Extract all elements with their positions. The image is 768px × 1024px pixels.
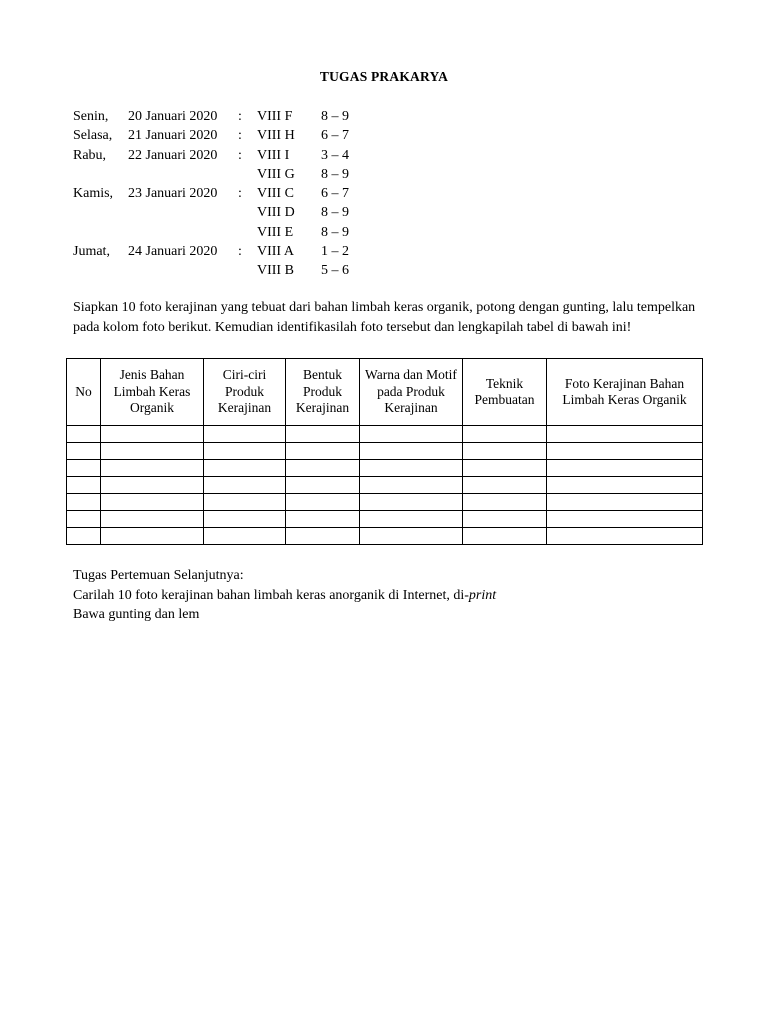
table-cell	[286, 528, 360, 545]
schedule-colon: :	[238, 244, 242, 260]
table-row	[67, 511, 703, 528]
schedule-day: Senin,	[73, 109, 109, 124]
table-cell	[463, 528, 547, 545]
schedule-hours: 8 – 9	[321, 205, 349, 221]
table-cell	[547, 511, 703, 528]
table-cell	[204, 426, 286, 443]
table-cell	[360, 528, 463, 545]
schedule-colon: :	[238, 147, 242, 163]
table-cell	[360, 443, 463, 460]
table-cell	[67, 528, 101, 545]
table-cell	[67, 426, 101, 443]
table-cell	[360, 477, 463, 494]
schedule-class: VIII F	[257, 109, 293, 124]
schedule-hours: 8 – 9	[321, 166, 349, 182]
next-task-line-1	[73, 586, 496, 606]
table-row	[67, 477, 703, 494]
next-task-line-2: Bawa gunting dan lem	[73, 607, 200, 622]
schedule-colon: :	[238, 128, 242, 144]
table-cell	[547, 460, 703, 477]
next-task-line-1-text: Carilah 10 foto kerajinan bahan limbah keras anorganik di Internet, di-	[73, 587, 469, 603]
schedule-day: Rabu,	[73, 147, 107, 163]
table-cell	[463, 460, 547, 477]
table-row	[67, 426, 703, 443]
schedule-class: VIII I	[257, 147, 290, 163]
table-cell	[101, 443, 204, 460]
table-cell	[463, 443, 547, 460]
table-cell	[286, 494, 360, 511]
schedule-hours: 1 – 2	[321, 244, 349, 260]
table-cell	[547, 426, 703, 443]
worksheet-table	[66, 358, 703, 545]
table-cell	[463, 477, 547, 494]
schedule-day: Selasa,	[73, 128, 113, 144]
schedule-class: VIII G	[257, 166, 295, 182]
schedule-colon: :	[238, 186, 242, 202]
schedule-class: VIII A	[257, 244, 294, 260]
table-cell	[286, 426, 360, 443]
table-cell	[360, 494, 463, 511]
table-cell	[204, 494, 286, 511]
table-header-cell: Ciri-ciri Produk Kerajinan	[204, 359, 286, 426]
table-cell	[360, 426, 463, 443]
table-cell	[204, 460, 286, 477]
next-task-heading: Tugas Pertemuan Selanjutnya:	[73, 568, 244, 583]
table-row	[67, 460, 703, 477]
schedule-date: 24 Januari 2020	[128, 244, 218, 260]
table-row	[67, 443, 703, 460]
schedule-hours: 8 – 9	[321, 224, 349, 240]
schedule-colon: :	[238, 109, 242, 124]
table-header-cell: Teknik Pembuatan	[463, 359, 547, 426]
table-cell	[360, 460, 463, 477]
table-header-cell: Foto Kerajinan Bahan Limbah Keras Organik	[547, 359, 703, 426]
table-cell	[67, 494, 101, 511]
schedule-class: VIII B	[257, 263, 294, 279]
table-cell	[204, 511, 286, 528]
schedule-hours: 6 – 7	[321, 128, 349, 144]
table-cell	[101, 477, 204, 494]
table-cell	[204, 477, 286, 494]
schedule-day: Kamis,	[73, 186, 114, 202]
table-cell	[67, 443, 101, 460]
schedule-date: 22 Januari 2020	[128, 147, 218, 163]
schedule-day: Jumat,	[73, 244, 110, 260]
table-cell	[204, 443, 286, 460]
schedule-hours: 8 – 9	[321, 109, 349, 124]
table-cell	[101, 494, 204, 511]
document-title: TUGAS PRAKARYA	[319, 69, 449, 84]
instruction-paragraph: Siapkan 10 foto kerajinan yang tebuat dari bahan limbah keras organik, potong dengan gunting, lalu tempelkan pada kolom foto berikut. Kemudian identifikasilah foto tersebut dan lengkapilah tabel di bawah ini!	[73, 300, 696, 335]
table-cell	[463, 426, 547, 443]
table-cell	[547, 494, 703, 511]
table-cell	[286, 460, 360, 477]
table-body	[67, 426, 703, 545]
table-cell	[463, 511, 547, 528]
schedule-date: 23 Januari 2020	[128, 186, 218, 202]
schedule-hours: 3 – 4	[321, 147, 349, 163]
table-header-cell: Warna dan Motif pada Produk Kerajinan	[360, 359, 463, 426]
table-header-cell: No	[67, 359, 101, 426]
table-header-row	[67, 359, 703, 426]
next-task-section	[73, 566, 496, 625]
table-cell	[67, 477, 101, 494]
table-cell	[101, 528, 204, 545]
table-cell	[67, 460, 101, 477]
table-cell	[547, 443, 703, 460]
table-cell	[101, 460, 204, 477]
schedule-date: 20 Januari 2020	[128, 109, 218, 124]
schedule-class: VIII C	[257, 186, 294, 202]
table-cell	[101, 426, 204, 443]
table-cell	[547, 477, 703, 494]
schedule-class: VIII D	[257, 205, 295, 221]
next-task-line-1-italic: print	[468, 587, 497, 603]
schedule-class: VIII E	[257, 224, 294, 240]
table-row	[67, 494, 703, 511]
table-cell	[463, 494, 547, 511]
table-header-cell: Bentuk Produk Kerajinan	[286, 359, 360, 426]
table-cell	[360, 511, 463, 528]
table-cell	[286, 511, 360, 528]
table-cell	[204, 528, 286, 545]
table-cell	[101, 511, 204, 528]
schedule-date: 21 Januari 2020	[128, 128, 218, 144]
table-cell	[286, 477, 360, 494]
table-row	[67, 528, 703, 545]
table-cell	[547, 528, 703, 545]
schedule-hours: 6 – 7	[321, 186, 349, 202]
table-header-cell: Jenis Bahan Limbah Keras Organik	[101, 359, 204, 426]
schedule-hours: 5 – 6	[321, 263, 349, 279]
schedule-class: VIII H	[257, 128, 295, 144]
table-cell	[67, 511, 101, 528]
table-cell	[286, 443, 360, 460]
